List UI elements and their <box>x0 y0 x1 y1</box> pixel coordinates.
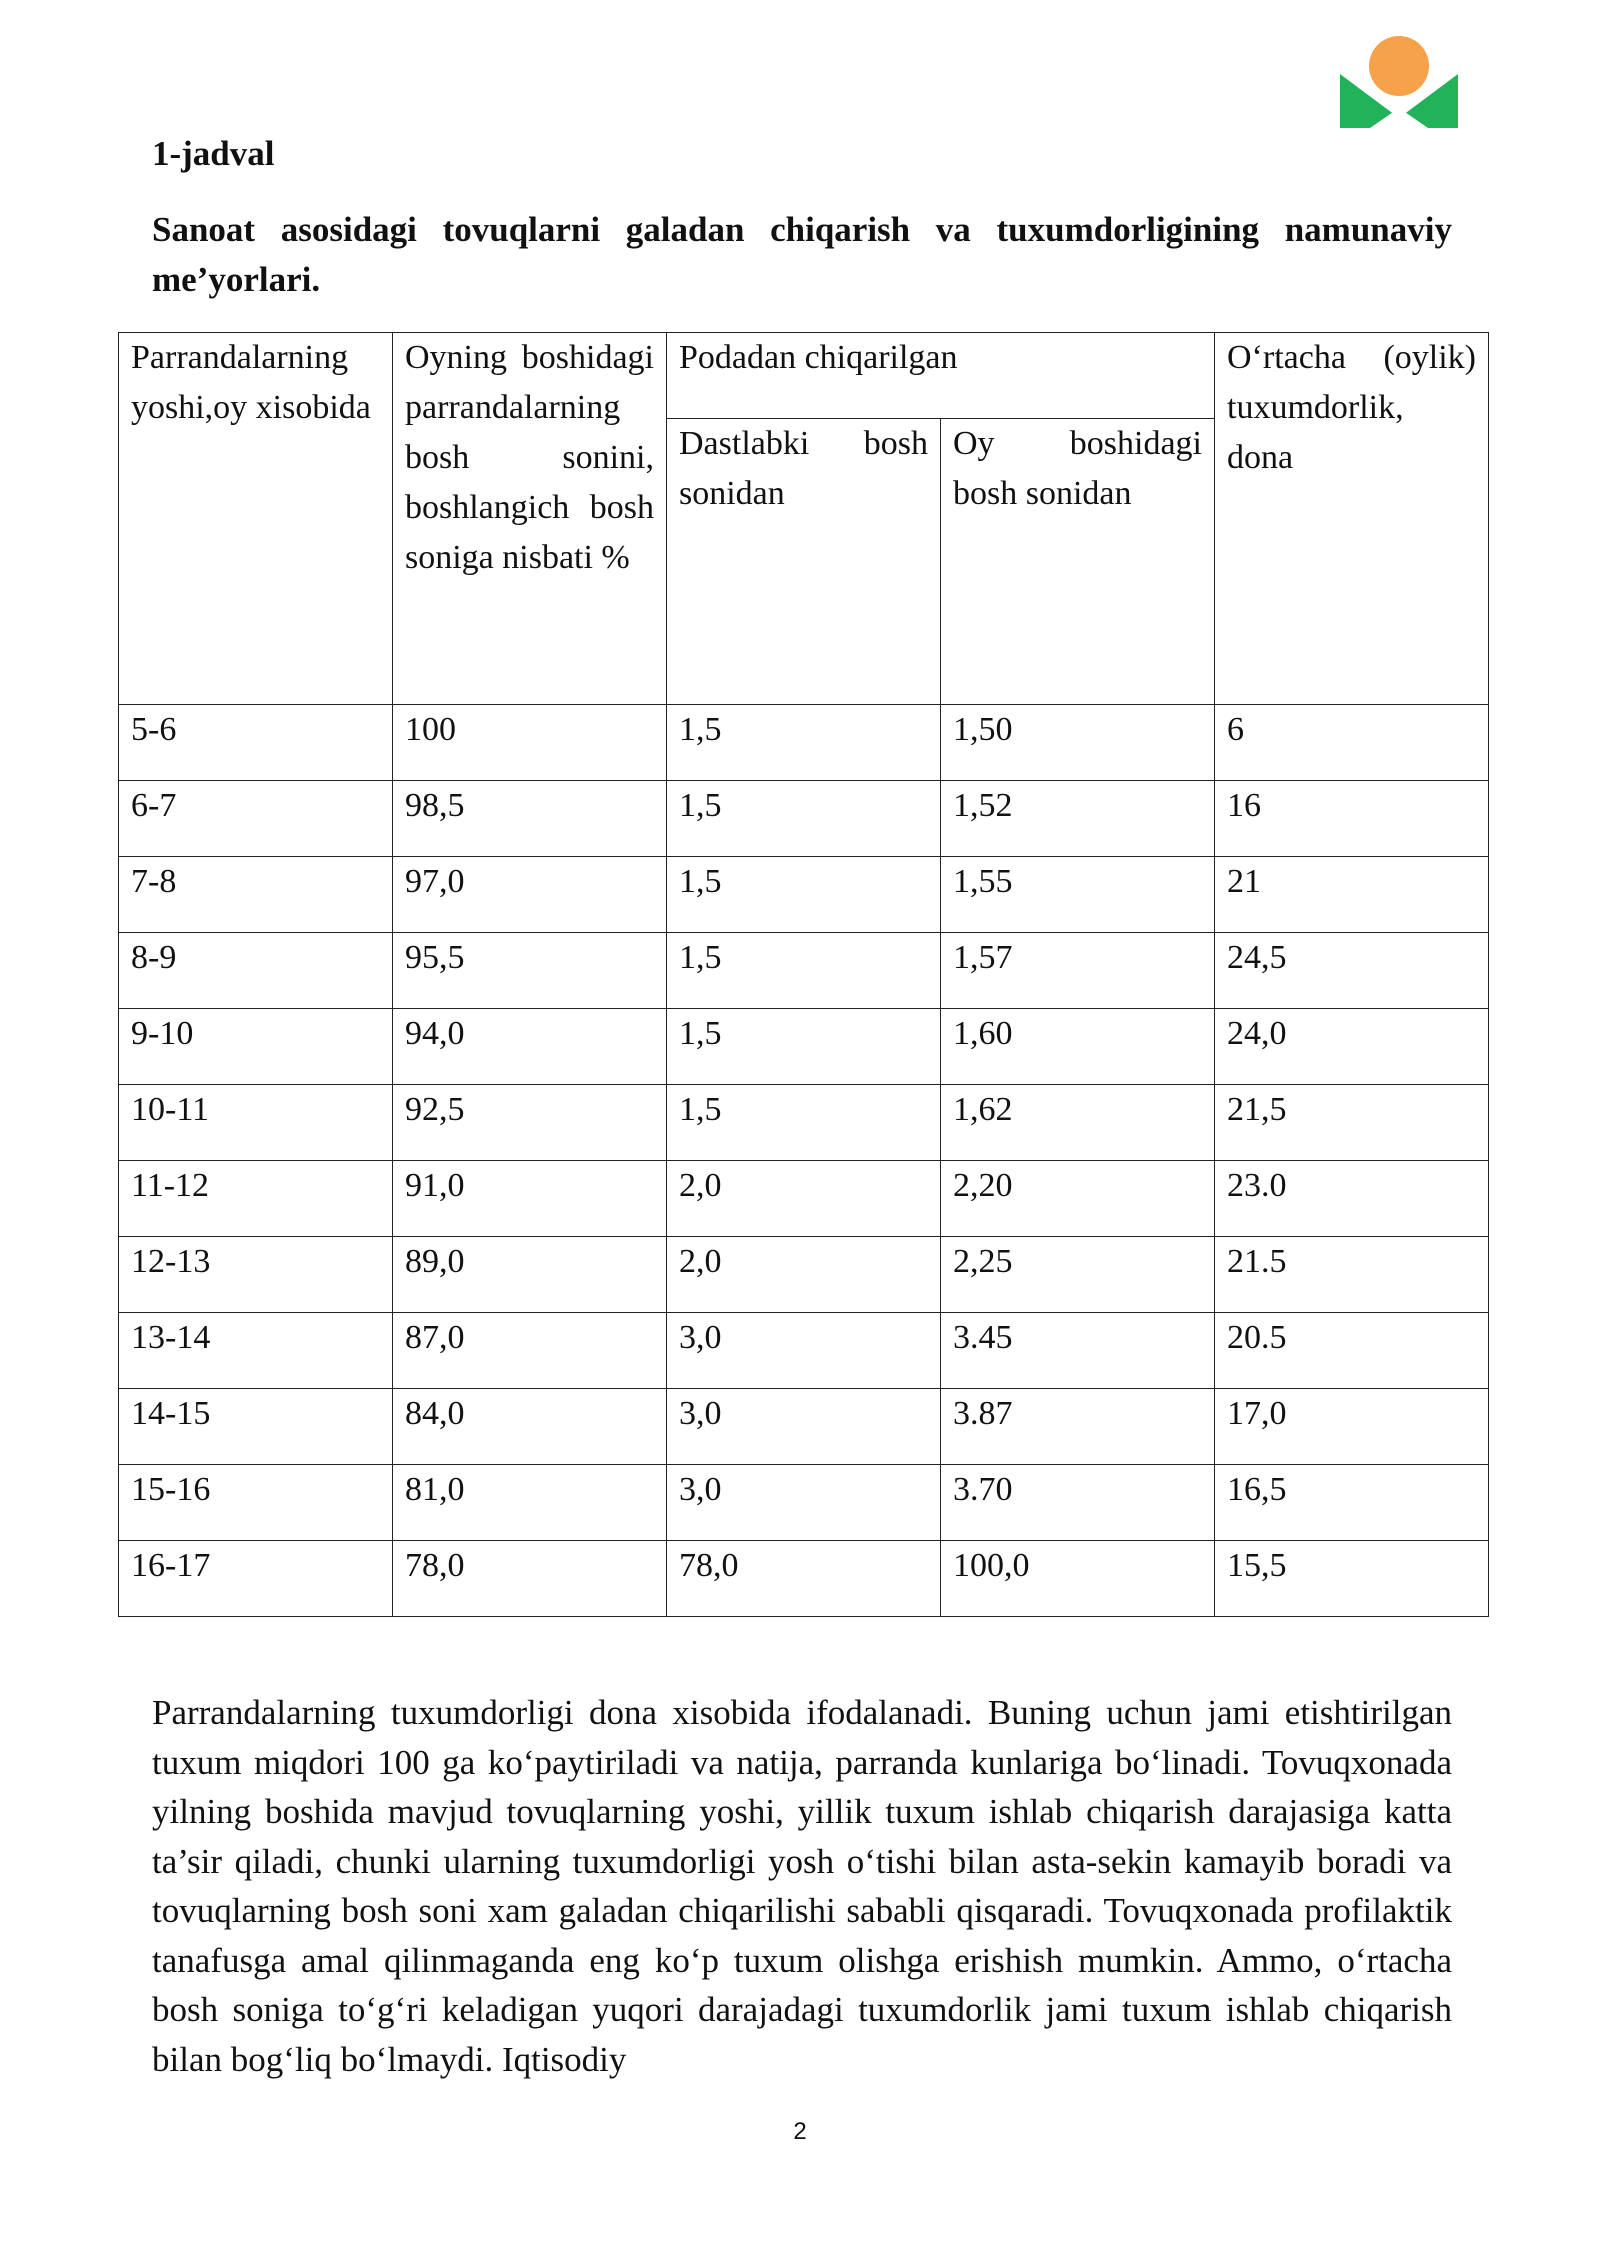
cell-avg-production: 23.0 <box>1215 1161 1489 1237</box>
table-row <box>119 1389 1489 1465</box>
table-label: 1-jadval <box>152 134 275 173</box>
cell-age: 15-16 <box>119 1465 393 1541</box>
cell-age: 7-8 <box>119 857 393 933</box>
header-culled-initial: Dastlabki bosh sonidan <box>667 419 941 705</box>
cell-avg-production: 24,5 <box>1215 933 1489 1009</box>
table-row <box>119 1085 1489 1161</box>
cell-head-ratio: 92,5 <box>393 1085 667 1161</box>
table-row <box>119 1237 1489 1313</box>
cell-culled-month-start: 1,62 <box>941 1085 1215 1161</box>
cell-head-ratio: 87,0 <box>393 1313 667 1389</box>
cell-head-ratio: 98,5 <box>393 781 667 857</box>
table-row <box>119 1161 1489 1237</box>
cell-avg-production: 16,5 <box>1215 1465 1489 1541</box>
body-paragraph: Parrandalarning tuxumdorligi dona xisobida ifodalanadi. Buning uchun jami etishtirilgan tuxum miqdori 100 ga ko‘paytiriladi va natija, parranda kunlariga bo‘linadi. Tovuqxonada yilning boshida mavjud tovuqlarning yoshi, yillik tuxum ishlab chiqarish darajasiga katta ta’sir qiladi, chunki ularning tuxumdorligi yosh o‘tishi bilan asta-sekin kamayib boradi va tovuqlarning bosh soni xam galadan chiqarilishi sababli qisqaradi. Tovuqxonada profilaktik tanafusga amal qilinmaganda eng ko‘p tuxum olishga erishish mumkin. Ammo, o‘rtacha bosh soniga to‘g‘ri keladigan yuqori darajadagi tuxumdorlik jami tuxum ishlab chiqarish bilan bog‘liq bo‘lmaydi. Iqtisodiy <box>152 1693 1452 2079</box>
cell-culled-initial: 1,5 <box>667 933 941 1009</box>
cell-culled-initial: 3,0 <box>667 1389 941 1465</box>
cell-culled-initial: 1,5 <box>667 781 941 857</box>
sun-over-green-book-logo <box>1340 36 1458 128</box>
cell-culled-month-start: 2,20 <box>941 1161 1215 1237</box>
cell-culled-initial: 3,0 <box>667 1313 941 1389</box>
cell-head-ratio: 94,0 <box>393 1009 667 1085</box>
header-culled-group: Podadan chiqarilgan <box>667 333 1215 419</box>
cell-culled-initial: 3,0 <box>667 1465 941 1541</box>
cell-age: 6-7 <box>119 781 393 857</box>
cell-age: 9-10 <box>119 1009 393 1085</box>
table-row <box>119 933 1489 1009</box>
table-row <box>119 705 1489 781</box>
cell-culled-month-start: 1,55 <box>941 857 1215 933</box>
cell-culled-month-start: 3.45 <box>941 1313 1215 1389</box>
cell-head-ratio: 81,0 <box>393 1465 667 1541</box>
cell-culled-month-start: 3.70 <box>941 1465 1215 1541</box>
cell-culled-month-start: 2,25 <box>941 1237 1215 1313</box>
cell-age: 10-11 <box>119 1085 393 1161</box>
cell-avg-production: 24,0 <box>1215 1009 1489 1085</box>
cell-head-ratio: 89,0 <box>393 1237 667 1313</box>
cell-avg-production: 21 <box>1215 857 1489 933</box>
cell-culled-initial: 1,5 <box>667 857 941 933</box>
table-title: Sanoat asosidagi tovuqlarni galadan chiqarish va tuxumdorligining namunaviy me’yorlari. <box>152 210 1452 299</box>
cell-culled-initial: 2,0 <box>667 1161 941 1237</box>
table-row <box>119 857 1489 933</box>
cell-head-ratio: 97,0 <box>393 857 667 933</box>
page-number: 2 <box>793 2118 807 2145</box>
table-row <box>119 781 1489 857</box>
header-avg-production: O‘rtacha (oylik) tuxumdorlik, dona <box>1215 333 1489 705</box>
cell-culled-month-start: 1,52 <box>941 781 1215 857</box>
table-row <box>119 1313 1489 1389</box>
cell-age: 13-14 <box>119 1313 393 1389</box>
header-head-ratio: Oyning boshidagi parrandalarning bosh sonini, boshlangich bosh soniga nisbati % <box>393 333 667 705</box>
cell-avg-production: 15,5 <box>1215 1541 1489 1617</box>
cell-avg-production: 20.5 <box>1215 1313 1489 1389</box>
cell-age: 12-13 <box>119 1237 393 1313</box>
table-body <box>119 705 1489 1617</box>
cell-age: 11-12 <box>119 1161 393 1237</box>
norms-table <box>118 332 1489 1617</box>
cell-head-ratio: 95,5 <box>393 933 667 1009</box>
cell-culled-month-start: 1,50 <box>941 705 1215 781</box>
cell-age: 16-17 <box>119 1541 393 1617</box>
cell-culled-month-start: 1,57 <box>941 933 1215 1009</box>
table-row <box>119 1541 1489 1617</box>
cell-culled-initial: 1,5 <box>667 1085 941 1161</box>
table-row <box>119 1465 1489 1541</box>
cell-culled-month-start: 1,60 <box>941 1009 1215 1085</box>
cell-head-ratio: 91,0 <box>393 1161 667 1237</box>
cell-avg-production: 16 <box>1215 781 1489 857</box>
cell-culled-month-start: 100,0 <box>941 1541 1215 1617</box>
cell-culled-initial: 1,5 <box>667 1009 941 1085</box>
header-age: Parrandalarning yoshi,oy xisobida <box>119 333 393 705</box>
cell-age: 14-15 <box>119 1389 393 1465</box>
cell-culled-initial: 1,5 <box>667 705 941 781</box>
cell-avg-production: 17,0 <box>1215 1389 1489 1465</box>
cell-head-ratio: 84,0 <box>393 1389 667 1465</box>
cell-age: 5-6 <box>119 705 393 781</box>
cell-age: 8-9 <box>119 933 393 1009</box>
logo-sun <box>1369 36 1429 96</box>
cell-culled-month-start: 3.87 <box>941 1389 1215 1465</box>
cell-avg-production: 21.5 <box>1215 1237 1489 1313</box>
cell-avg-production: 6 <box>1215 705 1489 781</box>
table-row <box>119 1009 1489 1085</box>
cell-culled-initial: 2,0 <box>667 1237 941 1313</box>
cell-culled-initial: 78,0 <box>667 1541 941 1617</box>
cell-head-ratio: 100 <box>393 705 667 781</box>
cell-avg-production: 21,5 <box>1215 1085 1489 1161</box>
header-culled-month-start: Oy boshidagi bosh sonidan <box>941 419 1215 705</box>
cell-head-ratio: 78,0 <box>393 1541 667 1617</box>
